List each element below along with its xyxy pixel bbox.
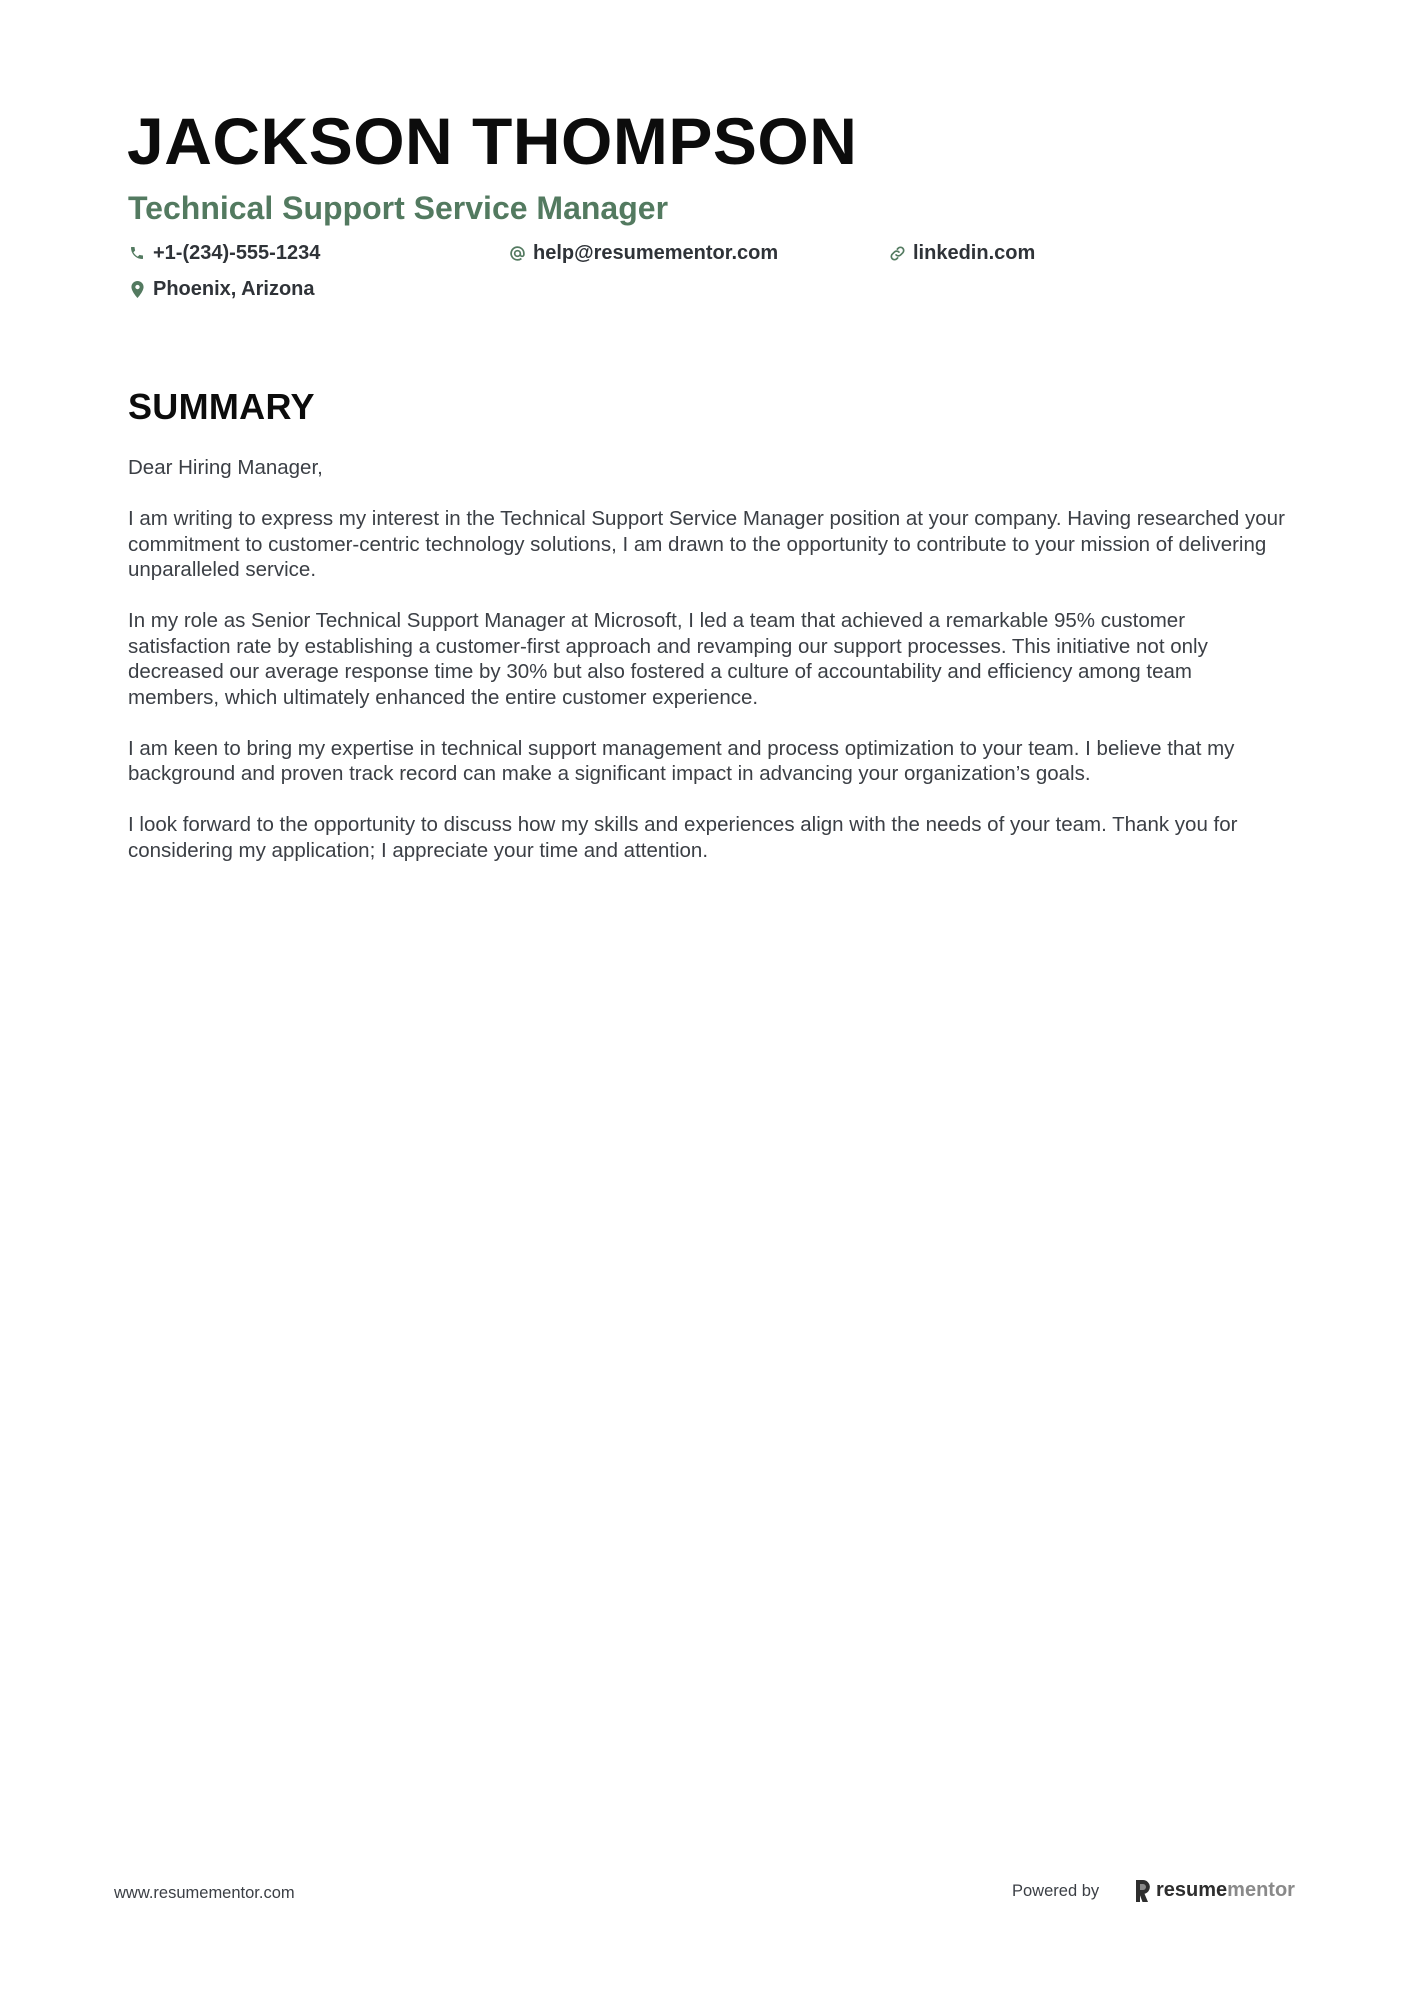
phone-icon <box>128 244 146 262</box>
brand-text-mentor: mentor <box>1227 1879 1295 1901</box>
contact-email <box>508 243 778 263</box>
brand-text-resume: resume <box>1156 1879 1228 1901</box>
phone-text: +1-(234)-555-1234 <box>153 242 321 264</box>
location-text: Phoenix, Arizona <box>153 278 315 300</box>
location-pin-icon <box>128 280 146 298</box>
footer-website: www.resumementor.com <box>114 1884 295 1902</box>
letter-paragraph: I am writing to express my interest in the Technical Support Service Manager position at your company. Having researched your commitment to customer-centric technology solutions, I am drawn to the opportunity to contribute to your mission of delivering unparalleled service. <box>128 507 1285 581</box>
letter-paragraph: In my role as Senior Technical Support Manager at Microsoft, I led a team that achieved a remarkable 95% customer satisfaction rate by establishing a customer-first approach and revamping our support processes. This initiative not only decreased our average response time by 30% but also fostered a culture of accountability and efficiency among team members, which ultimately enhanced the entire customer experience. <box>128 609 1208 709</box>
link-icon <box>888 244 906 262</box>
job-title: Technical Support Service Manager <box>128 190 669 226</box>
cover-letter-body <box>128 455 1288 889</box>
link-text: linkedin.com <box>913 242 1036 264</box>
resumementor-logo-icon <box>1134 1880 1152 1902</box>
contact-phone <box>128 243 320 263</box>
contact-location <box>128 279 315 299</box>
summary-heading: SUMMARY <box>128 386 315 427</box>
at-icon <box>508 244 526 262</box>
letter-paragraph: I look forward to the opportunity to discuss how my skills and experiences align with the needs of your team. Thank you for considering my application; I appreciate your time and attention. <box>128 813 1238 862</box>
resumementor-logo <box>1134 1879 1295 1902</box>
letter-greeting: Dear Hiring Manager, <box>128 456 323 479</box>
powered-by-label: Powered by <box>1012 1882 1100 1900</box>
candidate-name: JACKSON THOMPSON <box>127 104 858 178</box>
letter-paragraph: I am keen to bring my expertise in technical support management and process optimization to your team. I believe that my background and proven track record can make a significant impact in advancing your organization’s goals. <box>128 736 1235 785</box>
contact-link <box>888 243 1035 263</box>
email-text: help@resumementor.com <box>533 242 779 264</box>
